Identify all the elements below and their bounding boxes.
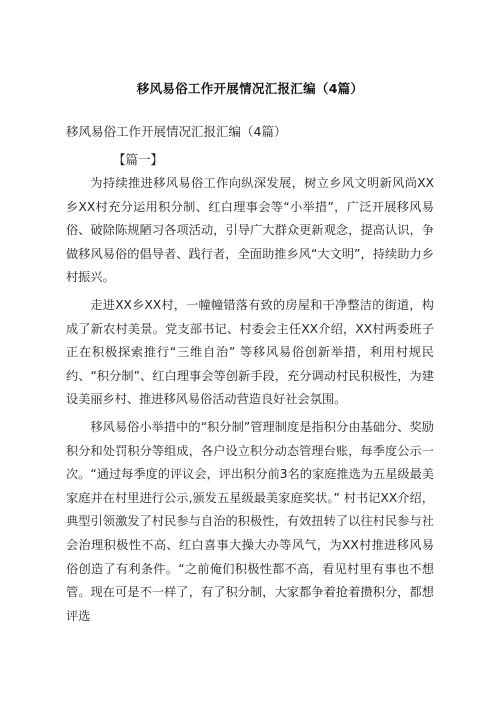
paragraph-2: 走进XX乡XX村，一幢幢错落有致的房屋和干净整洁的街道，构成了新农村美景。党支部书记、村委会主任XX介绍，XX村两委班子正在积极探索推行“三维自治” 等移风易俗创新举措，利用村规民约、“积分制”、红白理事会等创新手段，充分调动村民积极性，为建设美丽乡村、推进移风易俗活动营造良好社会氛围。 [66, 297, 434, 407]
body-text [66, 172, 434, 632]
paragraph-3: 移风易俗小举措中的“积分制”管理制度是指积分由基础分、奖励积分和处罚积分等组成，各户设立积分动态管理台账，每季度公示一次。“通过每季度的评议会，评出积分前3名的家庭推选为五星级最美家庭并在村里进行公示,颁发五星级最美家庭奖状。” 村书记XX介绍，典型引领激发了村民参与自治的积极性，有效扭转了以往村民参与社会治理积极性不高、红白喜事大操大办等风气，为XX村推进移风易俗创造了有利条件。“之前俺们积极性都不高，看见村里有事也不想管。现在可是不一样了，有了积分制，大家都争着抢着攒积分，都想评选 [66, 419, 434, 623]
document-title: 移风易俗工作开展情况汇报汇编（4篇） [136, 81, 364, 96]
document-subtitle: 移风易俗工作开展情况汇报汇编（4篇） [66, 124, 287, 139]
paragraph-1: 为持续推进移风易俗工作向纵深发展，树立乡风文明新风尚XX乡XX村充分运用积分制、红白理事会等“小举措”，广泛开展移风易俗、破除陈规陋习各项活动，引导广大群众更新观念，提高认识，争做移风易俗的倡导者、践行者，全面助推乡风“大文明”，持续助力乡村振兴。 [66, 176, 434, 285]
section-heading: 【篇一】 [113, 152, 164, 167]
